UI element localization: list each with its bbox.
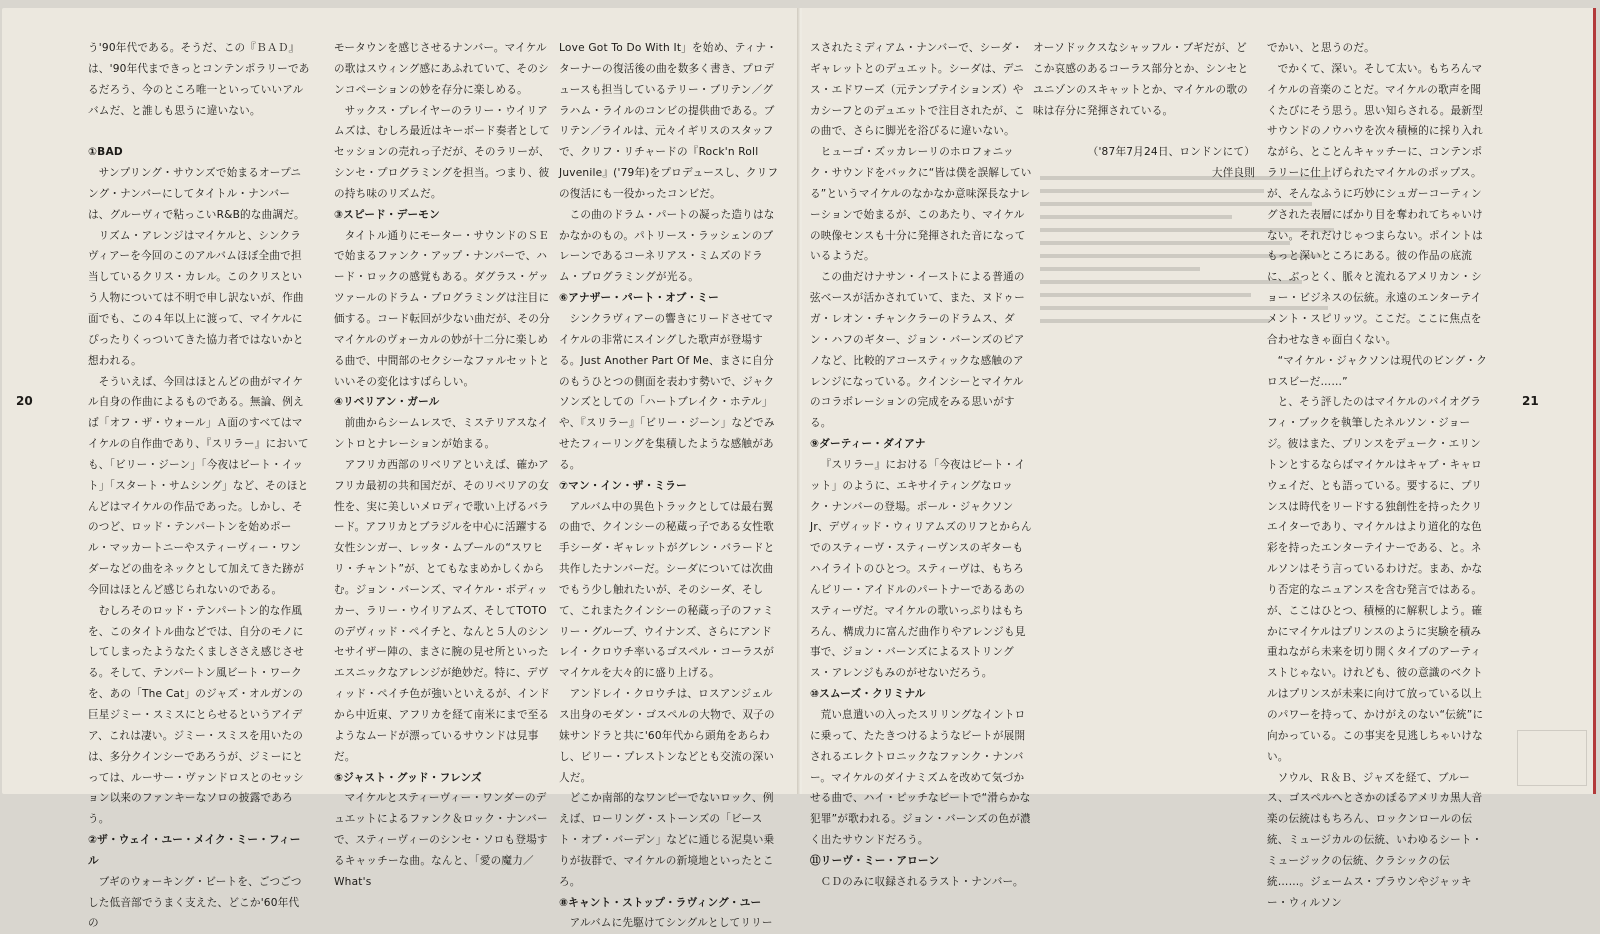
text-column-4 xyxy=(810,38,1032,893)
track-heading: ②ザ・ウェイ・ユー・メイク・ミー・フィール xyxy=(88,834,301,867)
paragraph: オーソドックスなシャッフル・ブギだが、どこか哀感のあるコーラス部分とか、シンセとユニゾンのスキャットとか、マイケルの歌の味は存分に発揮されている。 xyxy=(1033,42,1249,117)
paragraph: ソウル、Ｒ＆Ｂ、ジャズを経て、ブルース、ゴスペルへとさかのぼるアメリカ黒人音楽の伝統はもちろん、ロックンロールの伝統、ミュージカルの伝統、いわゆるシート・ミュージックの伝統、クラシックの伝統……。ジェームス・ブラウンやジャッキー・ウィルソン xyxy=(1267,771,1483,909)
paragraph: サンプリング・サウンズで始まるオープニング・ナンバーにしてタイトル・ナンバーは、グルーヴィで粘っこいR&B的な曲調だ。 xyxy=(88,167,305,221)
paragraph: リズム・アレンジはマイケルと、シンクラヴィアーを今回のこのアルバムほぼ全曲で担当しているクリス・カレル。このクリスという人物については不明で申し訳ないが、作曲面でも、この４年以上に渡って、マイケルにぴったりくっついてきた協力者ではないかと想われる。 xyxy=(88,229,304,367)
paragraph: う'90年代である。そうだ、この『ＢＡＤ』は、'90年代まできっとコンテンポラリーであるだろう、今のところ唯一といっていいアルバムだ、と誰しも思うに違いない。 xyxy=(88,42,310,117)
paragraph: タイトル通りにモーター・サウンドのＳＥで始まるファンク・アップ・ナンバーで、ハード・ロックの感覚もある。ダグラス・ゲッツァールのドラム・プログラミングは注目に価する。コード転回が少ない曲だが、その分マイケルのヴォーカルの妙が十二分に楽しめる曲で、中間部のセクシーなファルセットといいその変化はすばらしい。 xyxy=(334,229,550,388)
text-column-5 xyxy=(1033,38,1255,184)
paragraph: アルバム中の異色トラックとしては最右翼の曲で、クインシーの秘蔵っ子である女性歌手シーダ・ギャレットがグレン・バラードと共作したナンバーだ。シーダについては次曲でもう少し触れたいが、そのシーダ、そして、これまたクインシーの秘蔵っ子のファミリー・グループ、ウイナンズ、さらにアンドレイ・クロウチ率いるゴスペル・コーラスがマイケルを大々的に盛り上げる。 xyxy=(559,500,775,680)
paragraph: スされたミディアム・ナンバーで、シーダ・ギャレットとのデュエット。シーダは、デニス・エドワーズ（元テンプテイションズ）やカシーフとのデュエットで注目されたが、この曲で、さらに脚光を浴びるに違いない。 xyxy=(810,42,1025,138)
signature-line: 大伴良則 xyxy=(1211,167,1255,180)
signature-line: （'87年7月24日、ロンドンにて） xyxy=(1087,146,1255,159)
paragraph: ＣＤのみに収録されるラスト・ナンバー。 xyxy=(820,875,1024,888)
library-stamp xyxy=(1517,730,1587,786)
track-heading: ⑪リーヴ・ミー・アローン xyxy=(810,854,940,867)
track-heading: ⑨ダーティー・ダイアナ xyxy=(810,438,926,451)
paragraph: サックス・プレイヤーのラリー・ウイリアムズは、むしろ最近はキーボード奏者としてセッションの売れっ子だが、そのラリーが、シンセ・プログラミングを担当。つまり、彼の持ち味のリズムだ。 xyxy=(334,104,550,200)
paragraph: アルバムに先駆けてシングルとしてリリー xyxy=(569,917,773,930)
paragraph: アンドレイ・クロウチは、ロスアンジェルス出身のモダン・ゴスペルの大物で、双子の妹サンドラと共に'60年代から頭角をあらわし、ビリー・プレストンなどとも交流の深い人だ。 xyxy=(559,688,775,784)
paragraph: アフリカ西部のリベリアといえば、確かアフリカ最初の共和国だが、そのリベリアの女性を、実に美しいメロディで歌い上げるバラード。アフリカとブラジルを中心に活躍する女性シンガー、レッタ・ムブールの“スワヒリ・チャント”が、とてもなまめかしくからむ。ジョン・バーンズ、マイケル・ボディッカー、ラリー・ウイリアムズ、そしてTOTOのデヴィッド・ペイチと、なんと５人のシンセサイザー陣の、まさに腕の見せ所といったエスニックなアレンジが絶妙だ。特に、デヴィッド・ペイチ色が強いといえるが、インドから中近東、アフリカを経て南米にまで至るようなムードが漂っているサウンドは見事だ。 xyxy=(334,458,550,763)
track-heading: ⑧キャント・ストップ・ラヴィング・ユー xyxy=(559,896,762,909)
spacer xyxy=(88,121,310,142)
text-column-1 xyxy=(88,38,310,934)
text-column-2 xyxy=(334,38,556,893)
paragraph: と、そう評したのはマイケルのバイオグラフィ・ブックを執筆したネルソン・ジョージ。彼はまた、プリンスをデューク・エリントンとするならばマイケルはキャブ・キャロウェイだ、とも語っている。要するに、プリンスは時代をリードする独創性を持ったクリエイターであり、マイケルはより道化的な色彩を持ったエンターテイナーである、と。ネルソンはそう言っているわけだ。まあ、かなり否定的なニュアンスを含む発言ではある。が、ここはひとつ、積極的に解釈しよう。確かにマイケルはプリンスのように実験を積み重ねながら未来を切り開くタイプのアーティストじゃない。けれども、彼の意識のベクトルはプリンスが未来に向けて放っている以上のパワーを持って、かけがえのない“伝統”に向かっている。この事実を見逃しちゃいけない。 xyxy=(1267,396,1484,763)
paragraph: この曲のドラム・パートの凝った造りはなかなかのもの。パトリース・ラッシェンのブレーンであるコーネリアス・ミムズのドラム・プログラミングが光る。 xyxy=(559,208,775,284)
track-heading: ⑥アナザー・パート・オブ・ミー xyxy=(559,292,719,305)
track-heading: ⑤ジャスト・グッド・フレンズ xyxy=(334,771,482,784)
paragraph: どこか南部的なワンピーでないロック、例えば、ローリング・ストーンズの「ビースト・オブ・バーデン」などに通じる泥臭い乗りが抜群で、マイケルの新境地といったところ。 xyxy=(559,792,775,888)
right-page xyxy=(802,8,1596,909)
spacer xyxy=(1033,121,1255,142)
page-number-left: 20 xyxy=(16,394,33,408)
paragraph: 前曲からシームレスで、ミステリアスなイントロとナレーションが始まる。 xyxy=(334,417,549,451)
paragraph: でかい、と思うのだ。 xyxy=(1267,42,1375,54)
paragraph: シンクラヴィアーの響きにリードさせてマイケルの非常にスイングした歌声が登場する。Just Another Part Of Me、まさに自分のもうひとつの側面を表わす勢いで、ジャクソンズとしての「ハートブレイク・ホテル」や、『スリラー』「ビリー・ジーン」などでみせたフィーリングを集積したような感触がある。 xyxy=(559,312,775,471)
page-number-right: 21 xyxy=(1522,394,1539,408)
paragraph: ヒューゴ・ズッカレーリのホロフォニック・サウンドをバックに“皆は僕を誤解している”というマイケルのなかなか意味深長なナレーションで始まるが、このあたり、マイケルの映像センスも十分に発揮された音になっているようだ。 xyxy=(810,146,1032,263)
paragraph: モータウンを感じさせるナンバー。マイケルの歌はスウィング感にあふれていて、そのシンコペーションの妙を存分に楽しめる。 xyxy=(334,42,549,96)
paragraph: そういえば、今回はほとんどの曲がマイケル自身の作曲によるものである。無論、例えば「オフ・ザ・ウォール」Ａ面のすべてはマイケルの自作曲であり、『スリラー』においても、「ビリー・ジーン」「今夜はビート・イット」「スタート・サムシング」など、そのほとんどはマイケルの作品であった。しかし、そのつど、ロッド・テンパートンを始めポール・マッカートニーやスティーヴィー・ワンダーなどの曲をネックとして加えてきた跡が今回はほとんど感じられないのである。 xyxy=(88,375,309,596)
track-heading: ③スピード・デーモン xyxy=(334,208,440,221)
paragraph: “マイケル・ジャクソンは現代のビング・クロスビーだ……” xyxy=(1267,354,1487,388)
paragraph: 『スリラー』における「今夜はビート・イット」のように、エキサイティングなロック・ナンバーの登場。ポール・ジャクソンJr、デヴィッド・ウィリアムズのリフとからんでのスティーヴ・スティーヴンスのギターもハイライトのひとつ。スティーヴは、もちろんビリー・アイドルのパートナーであるあのスティーヴだ。マイケルの歌いっぷりはもちろん、構成力に富んだ曲作りやアレンジも見事で、ジョン・バーンズによるストリングス・アレンジもみのがせないだろう。 xyxy=(810,458,1032,680)
track-heading: ④リベリアン・ガール xyxy=(334,396,440,409)
paragraph: ブギのウォーキング・ビートを、ごつごつした低音部でうまく支えた、どこか'60年代の xyxy=(88,875,302,930)
paragraph: Love Got To Do With It」を始め、ティナ・ターナーの復活後の曲を数多く書き、プロデュースも担当しているテリー・ブリテン／グラハム・ライルのコンビの提供曲である。ブリテン／ライルは、元々イギリスのスタッフで、クリフ・リチャードの『Rock'n Roll Juvenile』('79年)をプロデュースし、クリフの復活にも一役かったコンビだ。 xyxy=(559,42,779,200)
track-heading: ⑩スムーズ・クリミナル xyxy=(810,688,926,701)
track-heading: ①BAD xyxy=(88,146,123,159)
left-page xyxy=(2,8,799,930)
text-column-6 xyxy=(1267,38,1489,913)
paragraph: マイケルとスティーヴィー・ワンダーのデュエットによるファンク＆ロック・ナンバーで、スティーヴィーのシンセ・ソロも登場するキャッチーな曲。なんと、「愛の魔力／What's xyxy=(334,792,548,888)
track-heading: ⑦マン・イン・ザ・ミラー xyxy=(559,479,687,492)
paragraph: この曲だけナサン・イーストによる普通の弦ベースが活かされていて、また、ヌドゥーガ・レオン・チャンクラーのドラムス、ダン・ハフのギター、ジョン・バーンズのピアノなど、比較的アコースティックな感触のアレンジになっている。クインシーとマイケルのコラボレーションの完成をみる思いがする。 xyxy=(810,271,1025,430)
paragraph: でかくて、深い。そして太い。もちろんマイケルの音楽のことだ。マイケルの歌声を聞くたびにそう思う。思い知らされる。最新型サウンドのノウハウを次々積極的に採り入れながら、とことんキャッチーに、コンテンポラリーに仕上げられたマイケルのポップス。が、そんなふうに巧妙にシュガーコーティングされた表層にばかり目を奪われてちゃいけない。それだけじゃつまらない。ポイントはもっと深いところにある。彼の作品の底流に、ぶっとく、脈々と流れるアメリカン・ショー・ビジネスの伝統。永遠のエンターテイメント・スピリッツ。ここだ。ここに焦点を合わせなきゃ面白くない。 xyxy=(1267,62,1483,346)
paragraph: むしろそのロッド・テンパートン的な作風を、このタイトル曲などでは、自分のモノにしてしまったようなたくましささえ感じさせる。そして、テンパートン風ビート・ワークを、あの「The Cat」のジャズ・オルガンの巨星ジミー・スミスにとらせるというアイデア、これは凄い。ジミー・スミスを用いたのは、多分クインシーであろうが、ジミーにとっては、ルーサー・ヴァンドロスとのセッション以来のファンキーなソロの披露であろう。 xyxy=(88,604,304,826)
paragraph: 荒い息遣いの入ったスリリングなイントロに乗って、たたきつけるようなビートが展開されるエレクトロニックなファンク・ナンバー。マイケルのダイナミズムを改めて気づかせる曲で、ハイ・ピッチなビートで“滑らかな犯罪”が歌われる。ジョン・バーンズの色が濃く出たサウンドだろう。 xyxy=(810,709,1031,847)
text-column-3 xyxy=(559,38,781,934)
